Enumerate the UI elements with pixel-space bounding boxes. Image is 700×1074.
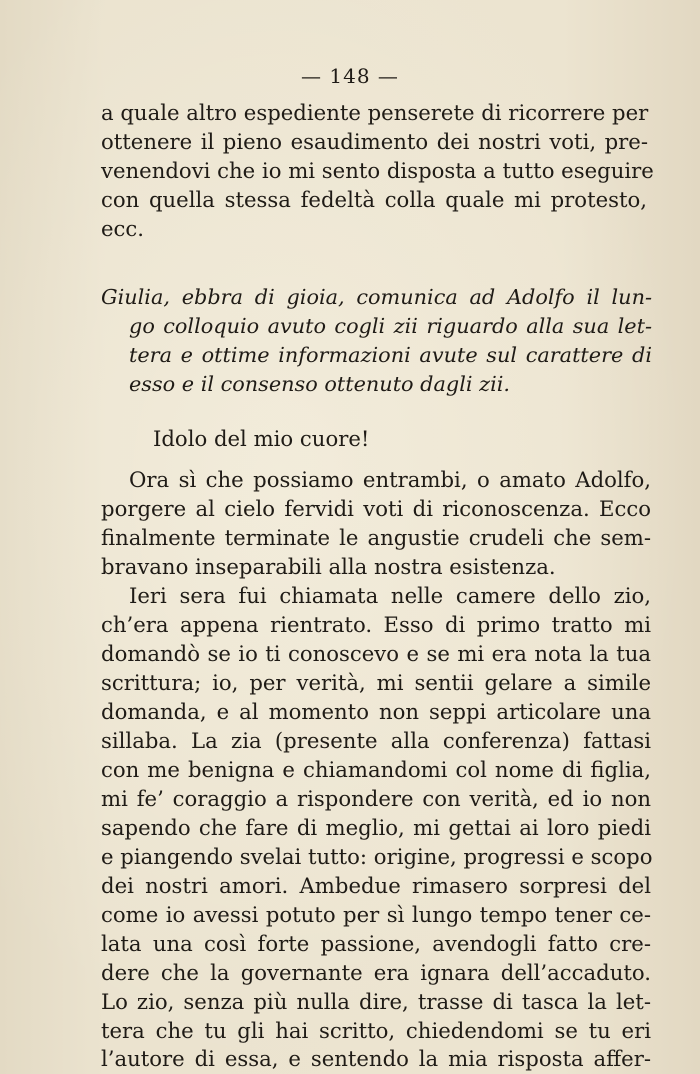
text-line: finalmente terminate le angustie crudeli che sem-: [101, 525, 651, 550]
text-line: ecc.: [101, 216, 145, 241]
page-number: — 148 —: [301, 64, 399, 88]
text-line: dere che la governante era ignara dell’accaduto.: [101, 960, 651, 985]
text-line: dei nostri amori. Ambedue rimasero sorpresi del: [101, 873, 651, 898]
heading-line: Giulia, ebbra di gioia, comunica ad Adolfo il lun-: [101, 285, 652, 309]
heading-line: esso e il consenso ottenuto dagli zii.: [129, 372, 510, 396]
text-line: mi fe’ coraggio a rispondere con verità, ed io non: [101, 786, 651, 811]
text-line: sapendo che fare di meglio, mi gettai ai loro piedi: [101, 815, 651, 840]
text-line: come io avessi potuto per sì lungo tempo tener ce-: [101, 902, 651, 927]
text-line: l’autore di essa, e sentendo la mia risposta affer-: [101, 1046, 651, 1071]
text-line: con me benigna e chiamandomi col nome di figlia,: [101, 757, 651, 782]
text-line: porgere al cielo fervidi voti di riconoscenza. Ecco: [101, 496, 651, 521]
heading-line: go colloquio avuto cogli zii riguardo alla sua let-: [129, 314, 652, 338]
salutation: Idolo del mio cuore!: [153, 426, 370, 451]
text-line: lata una così forte passione, avendogli fatto cre-: [101, 931, 651, 956]
text-line: ottenere il pieno esaudimento dei nostri voti, pre-: [101, 129, 648, 154]
text-line: sillaba. La zia (presente alla conferenza) fattasi: [101, 728, 651, 753]
text-line: Ieri sera fui chiamata nelle camere dello zio,: [129, 583, 651, 608]
text-line: Ora sì che possiamo entrambi, o amato Adolfo,: [129, 467, 651, 492]
text-line: scrittura; io, per verità, mi sentii gelare a simile: [101, 670, 651, 695]
text-line: bravano inseparabili alla nostra esistenza.: [101, 554, 556, 579]
text-line: venendovi che io mi sento disposta a tutto eseguire: [101, 158, 654, 183]
text-line: ch’era appena rientrato. Esso di primo tratto mi: [101, 612, 651, 637]
text-line: domandò se io ti conoscevo e se mi era nota la tua: [101, 641, 651, 666]
text-line: domanda, e al momento non seppi articolare una: [101, 699, 651, 724]
text-line: con quella stessa fedeltà colla quale mi protesto,: [101, 187, 647, 212]
text-line: e piangendo svelai tutto: origine, progressi e scopo: [101, 844, 653, 869]
text-line: Lo zio, senza più nulla dire, trasse di tasca la let-: [101, 989, 651, 1014]
text-line: a quale altro espediente penserete di ricorrere per: [101, 100, 649, 125]
heading-line: tera e ottime informazioni avute sul carattere di: [129, 343, 652, 367]
text-line: tera che tu gli hai scritto, chiedendomi se tu eri: [101, 1018, 651, 1043]
